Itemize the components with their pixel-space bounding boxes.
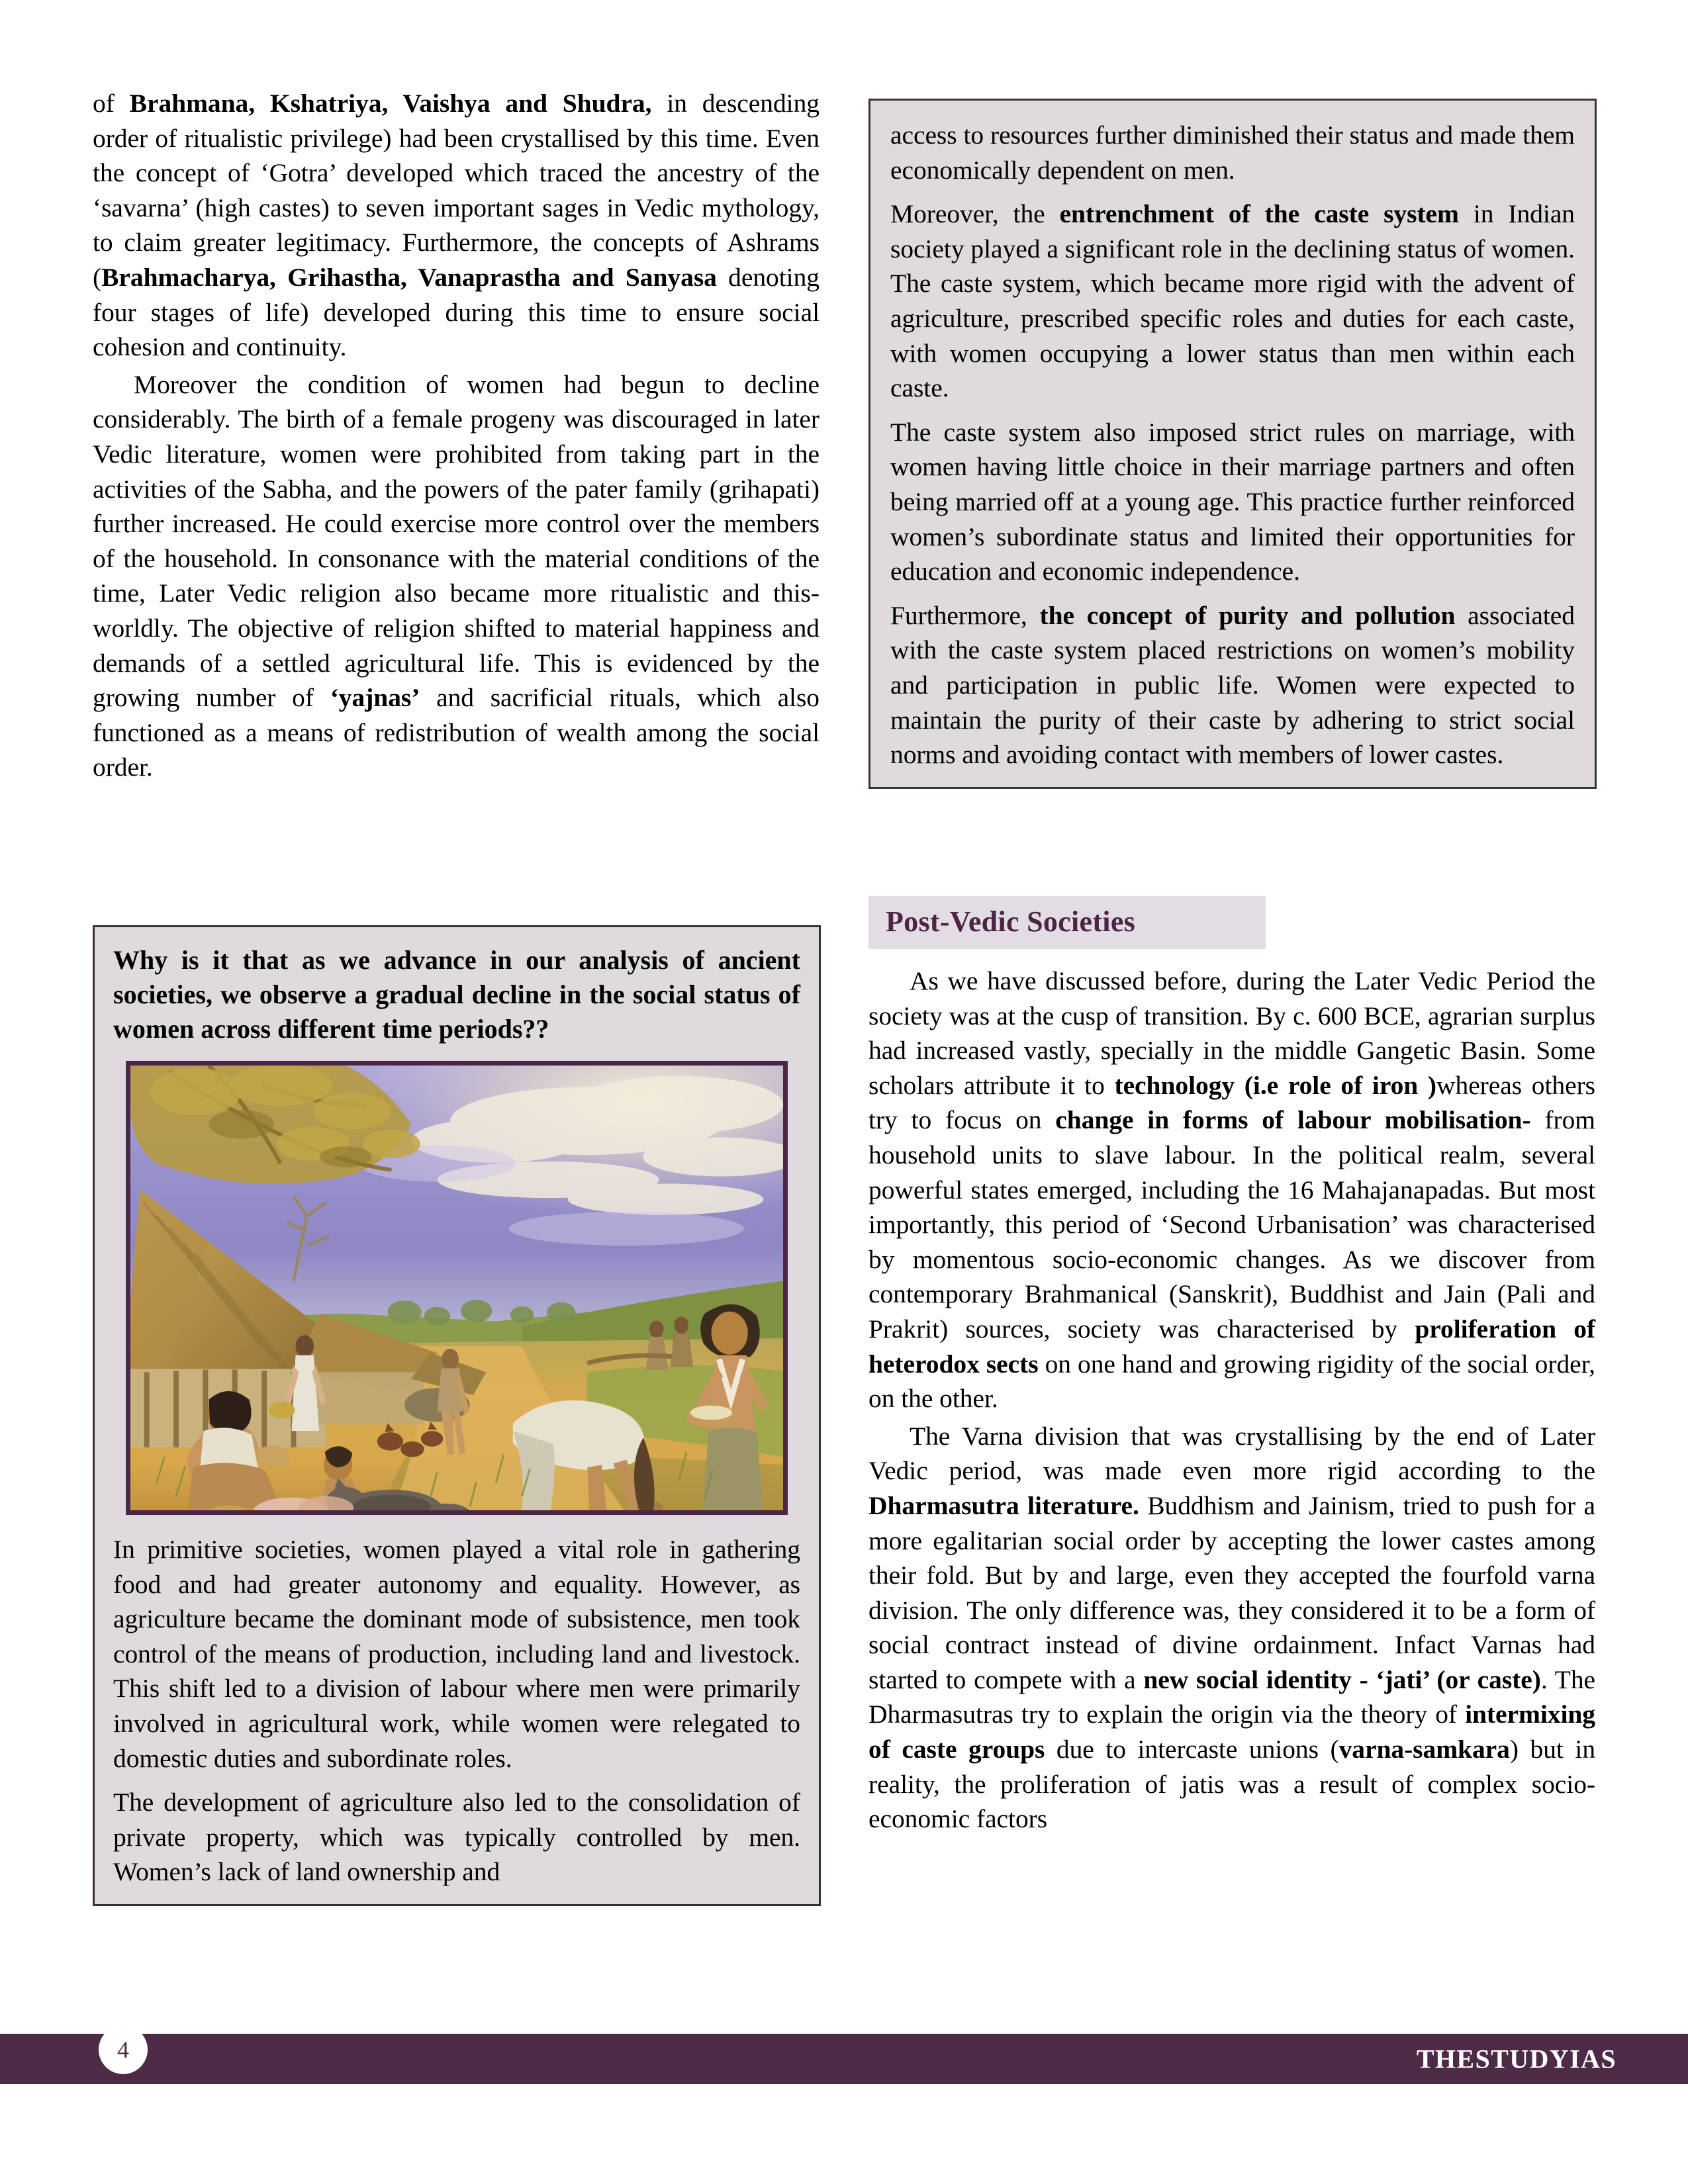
- paragraph-post-vedic-2: The Varna division that was crystallising by the end of Later Vedic period, was made even more rigid according to the Dharmasutra literature. Buddhism and Jainism, tried to push for a more egalitarian social order by accepting the lower castes among their fold. But by and large, even they accepted the fourfold varna division. The only difference was, they considered it to be a form of social contract instead of divine ordainment. Infact Varnas had started to compete with a new social identity - ‘jati’ (or caste). The Dharmasutras try to explain the origin via the theory of intermixing of caste groups due to intercaste unions (varna-samkara) but in reality, the proliferation of jatis was a result of complex socio-economic factors: [868, 1421, 1596, 1834]
- paragraph-access-resources: access to resources further diminished their status and made them economically dependent on men.: [890, 120, 1575, 185]
- paragraph-post-vedic-1: As we have discussed before, during the Later Vedic Period the society was at the cusp of transition. By c. 600 BCE, agrarian surplus had increased vastly, specially in the middle Gangetic Basin. Some scholars attribute it to technology (i.e role of iron )whereas others try to focus on change in forms of labour mobilisation- from household units to slave labour. In the political realm, several powerful states emerged, including the 16 Mahajanapadas. But most importantly, this period of ‘Second Urbanisation’ was characterised by momentous socio-economic changes. As we discover from contemporary Brahmanical (Sanskrit), Buddhist and Jain (Pali and Prakrit) sources, society was characterised by proliferation of heterodox sects on one hand and growing rigidity of the social order, on the other.: [868, 966, 1596, 1414]
- paragraph-women-decline: Moreover the condition of women had begun to decline considerably. The birth of a female progeny was discouraged in later Vedic literature, women were prohibited from taking part in the activities of the Sabha, and the powers of the pater family (grihapati) further increased. He could exercise more control over the members of the household. In consonance with the material conditions of the time, Later Vedic religion also became more ritualistic and this-worldly. The objective of religion shifted to material happiness and demands of a settled agricultural life. This is evidenced by the growing number of ‘yajnas’ and sacrificial rituals, which also functioned as a means of redistribution of wealth among the social order.: [93, 369, 820, 782]
- discussion-question: Why is it that as we advance in our analysis of ancient societies, we observe a gradual decline in the social status of women across different time periods??: [113, 945, 800, 1044]
- brand-label: THESTUDYIAS: [1416, 2044, 1617, 2074]
- caste-system-callout-box: [868, 99, 1597, 789]
- left-column: [93, 86, 820, 788]
- women-status-callout-box: [93, 925, 821, 1906]
- paragraph-private-property: The development of agriculture also led to the consolidation of private property, which was typically controlled by men. Women’s lack of land ownership and: [113, 1788, 800, 1887]
- paragraph-entrenchment-caste: Moreover, the entrenchment of the caste system in Indian society played a significant role in the declining status of women. The caste system, which became more rigid with the advent of agriculture, prescribed specific roles and duties for each caste, with women occupying a lower status than men within each caste.: [890, 199, 1575, 403]
- right-column: [868, 896, 1595, 1839]
- section-heading-post-vedic: Post-Vedic Societies: [868, 896, 1266, 949]
- paragraph-primitive-societies: In primitive societies, women played a vital role in gathering food and had greater autonomy and equality. However, as agriculture became the dominant mode of subsistence, men took control of the means of production, including land and livestock. This shift led to a division of labour where men were primarily involved in agricultural work, while women were relegated to domestic duties and subordinate roles.: [113, 1535, 800, 1773]
- page-footer-bar: [0, 2034, 1688, 2084]
- painting-artwork: [130, 1066, 783, 1513]
- paragraph-varna: of Brahmana, Kshatriya, Vaishya and Shudra, in descending order of ritualistic privilege) had been crystallised by this time. Even the concept of ‘Gotra’ developed which traced the ancestry of the ‘savarna’ (high castes) to seven important sages in Vedic mythology, to claim greater legitimacy. Furthermore, the concepts of Ashrams (Brahmacharya, Grihastha, Vanaprastha and Sanyasa denoting four stages of life) developed during this time to ensure social cohesion and continuity.: [93, 89, 820, 362]
- page-number-badge: 4: [99, 2025, 148, 2074]
- prehistoric-village-painting: [126, 1061, 788, 1515]
- paragraph-marriage-rules: The caste system also imposed strict rules on marriage, with women having little choice in their marriage partners and often being married off at a young age. This practice further reinforced women’s subordinate status and limited their opportunities for education and economic independence.: [890, 417, 1575, 586]
- paragraph-purity-pollution: Furthermore, the concept of purity and pollution associated with the caste system placed restrictions on women’s mobility and participation in public life. Women were expected to maintain the purity of their caste by adhering to strict social norms and avoiding contact with members of lower castes.: [890, 600, 1575, 770]
